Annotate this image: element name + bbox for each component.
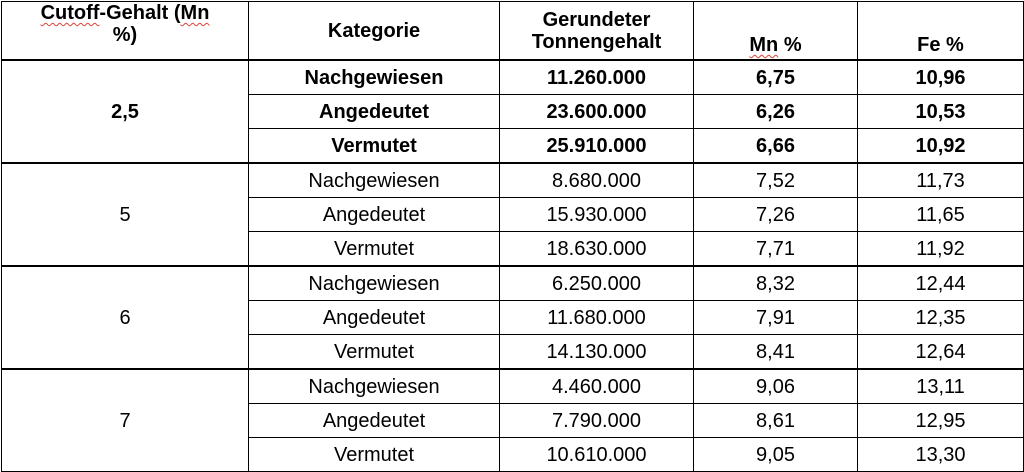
header-cutoff-part3: Mn — [180, 2, 210, 24]
resource-table — [1, 1, 1024, 472]
table-row — [2, 266, 1024, 301]
table-row — [2, 60, 1024, 95]
fe-cell: 12,35 — [858, 301, 1024, 335]
fe-cell: 11,73 — [858, 163, 1024, 198]
kategorie-cell: Angedeutet — [249, 301, 500, 335]
tonnage-cell: 4.460.000 — [500, 369, 694, 404]
fe-cell: 11,92 — [858, 232, 1024, 267]
header-row — [2, 2, 1024, 61]
fe-cell: 13,30 — [858, 438, 1024, 472]
mn-cell: 6,66 — [694, 129, 858, 164]
header-tonnage — [500, 2, 694, 61]
tonnage-cell: 7.790.000 — [500, 404, 694, 438]
header-mn-part1: Mn — [749, 34, 779, 56]
mn-cell: 7,71 — [694, 232, 858, 267]
mn-cell: 9,06 — [694, 369, 858, 404]
kategorie-cell: Nachgewiesen — [249, 369, 500, 404]
mn-cell: 7,26 — [694, 198, 858, 232]
header-kategorie: Kategorie — [249, 2, 500, 61]
mn-cell: 8,32 — [694, 266, 858, 301]
mn-cell: 8,61 — [694, 404, 858, 438]
kategorie-cell: Vermutet — [249, 438, 500, 472]
fe-cell: 12,95 — [858, 404, 1024, 438]
header-tonnage-line1: Gerundeter — [542, 8, 651, 31]
cutoff-cell: 2,5 — [2, 60, 249, 163]
fe-cell: 13,11 — [858, 369, 1024, 404]
header-cutoff — [2, 2, 249, 61]
header-cutoff-part2: -Gehalt ( — [99, 2, 181, 24]
header-fe: Fe % — [858, 2, 1024, 61]
kategorie-cell: Vermutet — [249, 335, 500, 370]
tonnage-cell: 15.930.000 — [500, 198, 694, 232]
cutoff-cell: 7 — [2, 369, 249, 472]
mn-cell: 7,52 — [694, 163, 858, 198]
fe-cell: 12,44 — [858, 266, 1024, 301]
mn-cell: 6,26 — [694, 95, 858, 129]
kategorie-cell: Nachgewiesen — [249, 60, 500, 95]
tonnage-cell: 11.680.000 — [500, 301, 694, 335]
cutoff-cell: 5 — [2, 163, 249, 266]
mn-cell: 6,75 — [694, 60, 858, 95]
header-cutoff-part4: %) — [112, 24, 138, 46]
tonnage-cell: 6.250.000 — [500, 266, 694, 301]
table-row — [2, 369, 1024, 404]
kategorie-cell: Vermutet — [249, 232, 500, 267]
cutoff-cell: 6 — [2, 266, 249, 369]
header-tonnage-line2: Tonnengehalt — [531, 30, 662, 53]
mn-cell: 9,05 — [694, 438, 858, 472]
kategorie-cell: Nachgewiesen — [249, 266, 500, 301]
tonnage-cell: 25.910.000 — [500, 129, 694, 164]
mn-cell: 8,41 — [694, 335, 858, 370]
tonnage-cell: 10.610.000 — [500, 438, 694, 472]
kategorie-cell: Nachgewiesen — [249, 163, 500, 198]
tonnage-cell: 11.260.000 — [500, 60, 694, 95]
fe-cell: 11,65 — [858, 198, 1024, 232]
kategorie-cell: Angedeutet — [249, 198, 500, 232]
tonnage-cell: 23.600.000 — [500, 95, 694, 129]
tonnage-cell: 18.630.000 — [500, 232, 694, 267]
mn-cell: 7,91 — [694, 301, 858, 335]
fe-cell: 10,96 — [858, 60, 1024, 95]
header-mn — [694, 2, 858, 61]
kategorie-cell: Angedeutet — [249, 95, 500, 129]
kategorie-cell: Vermutet — [249, 129, 500, 164]
header-cutoff-part1: Cutoff — [40, 2, 100, 24]
tonnage-cell: 14.130.000 — [500, 335, 694, 370]
tonnage-cell: 8.680.000 — [500, 163, 694, 198]
kategorie-cell: Angedeutet — [249, 404, 500, 438]
header-mn-part2: % — [778, 34, 802, 56]
fe-cell: 10,53 — [858, 95, 1024, 129]
fe-cell: 10,92 — [858, 129, 1024, 164]
table-row — [2, 163, 1024, 198]
fe-cell: 12,64 — [858, 335, 1024, 370]
